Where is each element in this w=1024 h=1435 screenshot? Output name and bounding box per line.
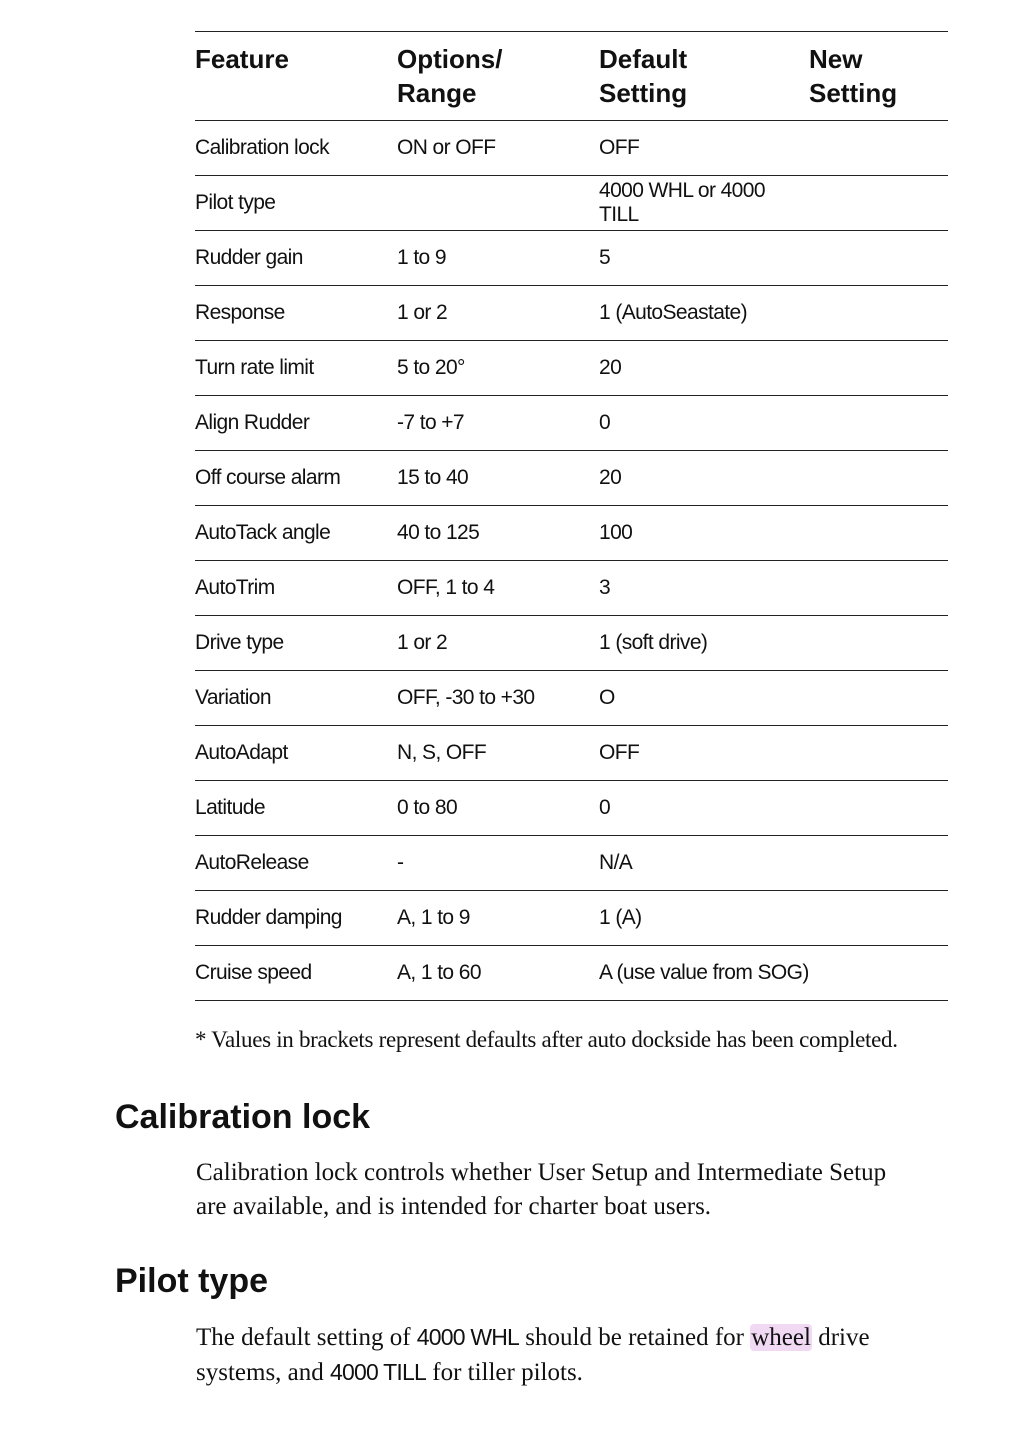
header-feature: Feature: [195, 32, 397, 121]
cell-options: 0 to 80: [397, 781, 599, 836]
table-row: [195, 891, 948, 946]
table-row: [195, 396, 948, 451]
cell-default: 4000 WHL or 4000 TILL: [599, 176, 809, 231]
cell-feature: Response: [195, 286, 397, 341]
cell-options: -7 to +7: [397, 396, 599, 451]
highlighted-word: wheel: [751, 1324, 811, 1351]
cell-new: [809, 726, 948, 781]
header-options-range: Options/ Range: [397, 32, 599, 121]
cell-default: OFF: [599, 726, 809, 781]
cell-default: A (use value from SOG): [599, 946, 809, 1001]
cell-feature: Align Rudder: [195, 396, 397, 451]
table-row: [195, 726, 948, 781]
cell-options: ON or OFF: [397, 121, 599, 176]
cell-options: N, S, OFF: [397, 726, 599, 781]
cell-feature: Turn rate limit: [195, 341, 397, 396]
section-title-pilot-type: Pilot type: [115, 1262, 269, 1300]
table-row: [195, 671, 948, 726]
calibration-lock-paragraph: [196, 1156, 956, 1224]
text-run: for tiller pilots.: [426, 1359, 583, 1386]
table-row: [195, 836, 948, 891]
paragraph-line: are available, and is intended for charter boat users.: [196, 1193, 712, 1220]
cell-feature: AutoTrim: [195, 561, 397, 616]
text-run-code: 4000 TILL: [330, 1359, 426, 1385]
cell-default: 0: [599, 781, 809, 836]
cell-feature: Drive type: [195, 616, 397, 671]
header-default-setting: Default Setting: [599, 32, 809, 121]
cell-new: [809, 671, 948, 726]
cell-new: [809, 781, 948, 836]
text-run: systems, and: [196, 1359, 331, 1386]
cell-options: OFF, -30 to +30: [397, 671, 599, 726]
cell-new: [809, 396, 948, 451]
cell-feature: AutoRelease: [195, 836, 397, 891]
cell-default: 0: [599, 396, 809, 451]
table-row: [195, 946, 948, 1001]
cell-options: 1 or 2: [397, 616, 599, 671]
cell-default: OFF: [599, 121, 809, 176]
cell-options: 1 or 2: [397, 286, 599, 341]
table-row: [195, 121, 948, 176]
paragraph-line: Calibration lock controls whether User Setup and Intermediate Setup: [196, 1159, 887, 1186]
table-row: [195, 616, 948, 671]
cell-feature: Variation: [195, 671, 397, 726]
cell-new: [809, 946, 948, 1001]
header-new-setting: New Setting: [809, 32, 948, 121]
table-header-row: [195, 32, 948, 121]
cell-new: [809, 836, 948, 891]
cell-default: 1 (A): [599, 891, 809, 946]
cell-options: A, 1 to 9: [397, 891, 599, 946]
cell-options: A, 1 to 60: [397, 946, 599, 1001]
cell-feature: Rudder damping: [195, 891, 397, 946]
cell-default: 20: [599, 451, 809, 506]
cell-feature: Cruise speed: [195, 946, 397, 1001]
table-row: [195, 506, 948, 561]
cell-options: 1 to 9: [397, 231, 599, 286]
section-title-calibration-lock: Calibration lock: [115, 1098, 371, 1136]
cell-new: [809, 506, 948, 561]
table-row: [195, 781, 948, 836]
text-run: should be retained for: [519, 1324, 751, 1351]
cell-feature: Rudder gain: [195, 231, 397, 286]
cell-feature: AutoTack angle: [195, 506, 397, 561]
cell-default: N/A: [599, 836, 809, 891]
cell-new: [809, 616, 948, 671]
cell-options: 40 to 125: [397, 506, 599, 561]
cell-default: 100: [599, 506, 809, 561]
table-row: [195, 231, 948, 286]
table-footnote: * Values in brackets represent defaults after auto dockside has been completed.: [195, 1027, 898, 1052]
cell-new: [809, 451, 948, 506]
text-run: drive: [811, 1324, 870, 1351]
table-row: [195, 561, 948, 616]
text-run: The default setting of: [196, 1324, 417, 1351]
cell-feature: Off course alarm: [195, 451, 397, 506]
cell-feature: Latitude: [195, 781, 397, 836]
cell-options: 15 to 40: [397, 451, 599, 506]
cell-default: O: [599, 671, 809, 726]
cell-new: [809, 286, 948, 341]
cell-new: [809, 231, 948, 286]
cell-new: [809, 121, 948, 176]
cell-options: OFF, 1 to 4: [397, 561, 599, 616]
pilot-type-paragraph: [196, 1320, 956, 1390]
cell-feature: AutoAdapt: [195, 726, 397, 781]
text-run-code: 4000 WHL: [416, 1324, 520, 1350]
cell-default: 1 (AutoSeastate): [599, 286, 809, 341]
cell-default: 5: [599, 231, 809, 286]
table-row: [195, 451, 948, 506]
table-row: [195, 341, 948, 396]
cell-default: 20: [599, 341, 809, 396]
table-row: [195, 176, 948, 231]
settings-table: [195, 31, 948, 1001]
cell-options: -: [397, 836, 599, 891]
table-row: [195, 286, 948, 341]
cell-feature: Calibration lock: [195, 121, 397, 176]
cell-new: [809, 891, 948, 946]
cell-default: 1 (soft drive): [599, 616, 809, 671]
cell-feature: Pilot type: [195, 176, 397, 231]
cell-new: [809, 561, 948, 616]
cell-new: [809, 341, 948, 396]
cell-options: [397, 176, 599, 231]
cell-new: [809, 176, 948, 231]
cell-options: 5 to 20°: [397, 341, 599, 396]
cell-default: 3: [599, 561, 809, 616]
